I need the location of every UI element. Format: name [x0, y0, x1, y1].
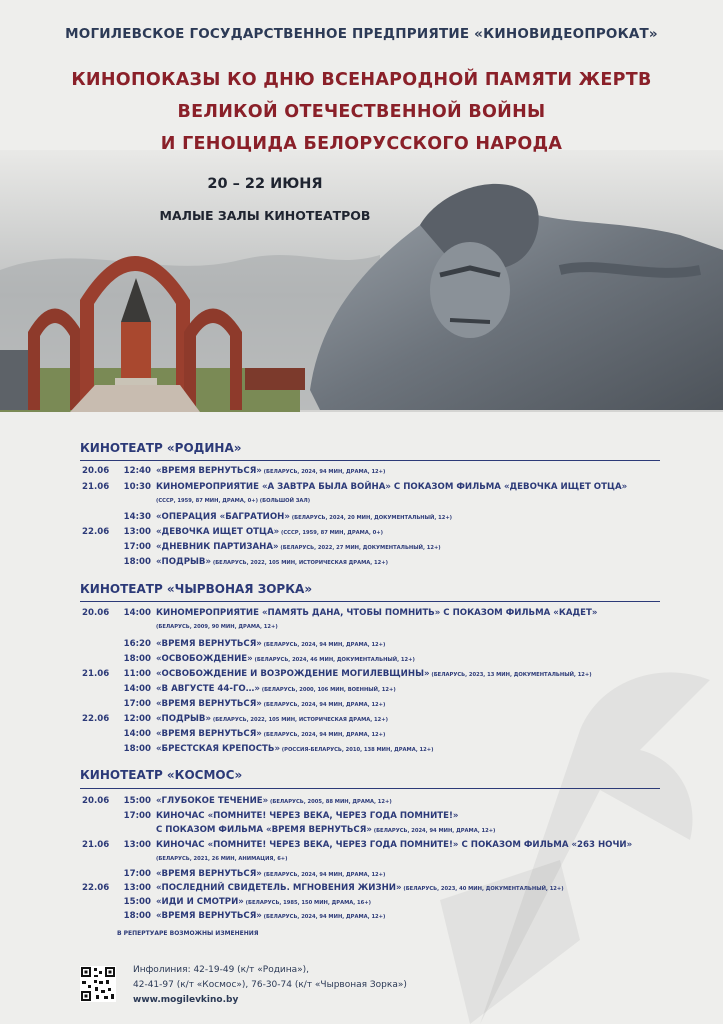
schedule-row — [0, 742, 723, 756]
cinema-heading-chyrvonaya-zorka: КИНОТЕАТР «ЧЫРВОНАЯ ЗОРКА» — [80, 582, 313, 596]
row-film: «В АВГУСТЕ 44-ГО…» — [156, 684, 260, 694]
row-time: 12:00 — [123, 714, 151, 724]
schedule-row — [0, 652, 723, 666]
schedule-row — [0, 909, 723, 923]
row-film: «ПОДРЫВ» — [156, 714, 212, 724]
row-info: (БЕЛАРУСЬ, 1985, 150 МИН, ДРАМА, 16+) — [243, 900, 371, 906]
row-film: «ВРЕМЯ ВЕРНУТЬСЯ» — [156, 729, 262, 739]
row-info: (БЕЛАРУСЬ, 2024, 94 МИН, ДРАМА, 12+) — [261, 732, 386, 738]
row-film: «ВРЕМЯ ВЕРНУТЬСЯ» — [156, 466, 262, 476]
row-film: «ВРЕМЯ ВЕРНУТЬСЯ» — [156, 699, 262, 709]
row-time: 17:00 — [123, 542, 151, 552]
schedule-row — [0, 540, 723, 554]
row-info: (БЕЛАРУСЬ, 2022, 27 МИН, ДОКУМЕНТАЛЬНЫЙ, 12+) — [278, 545, 441, 551]
schedule-row — [0, 667, 723, 681]
row-film: С ПОКАЗОМ ФИЛЬМА «ВРЕМЯ ВЕРНУТЬСЯ» — [156, 825, 372, 835]
row-time: 18:00 — [123, 654, 151, 664]
row-film: «ОПЕРАЦИЯ «БАГРАТИОН» — [156, 512, 290, 522]
divider — [80, 788, 660, 789]
row-time: 18:00 — [123, 911, 151, 921]
row-info: (СССР, 1959, 87 МИН, ДРАМА, 0+) — [279, 530, 383, 536]
row-film: КИНОМЕРОПРИЯТИЕ «ПАМЯТЬ ДАНА, ЧТОБЫ ПОМНИТЬ» С ПОКАЗОМ ФИЛЬМА «КАДЕТ» — [156, 608, 598, 618]
website-link[interactable]: www.mogilevkino.by — [133, 995, 239, 1005]
poster-title — [0, 64, 723, 160]
event-dates: 20 – 22 ИЮНЯ — [207, 176, 323, 192]
row-film: «ПОСЛЕДНИЙ СВИДЕТЕЛЬ. МГНОВЕНИЯ ЖИЗНИ» — [156, 883, 402, 893]
row-info: (СССР, 1959, 87 МИН, ДРАМА, 0+) (БОЛЬШОЙ ЗАЛ) — [156, 498, 311, 504]
row-time: 17:00 — [123, 699, 151, 709]
row-time: 14:00 — [123, 608, 151, 618]
schedule-row — [0, 895, 723, 909]
row-info: (БЕЛАРУСЬ, 2009, 90 МИН, ДРАМА, 12+) — [156, 624, 278, 630]
row-date: 20.06 — [82, 608, 110, 618]
row-time: 14:30 — [123, 512, 151, 522]
row-info: (БЕЛАРУСЬ, 2024, 20 МИН, ДОКУМЕНТАЛЬНЫЙ, 12+) — [289, 515, 453, 521]
infoline-2: 42-41-97 (к/т «Космос»), 76-30-74 (к/т «Чырвоная Зорка») — [133, 980, 407, 990]
row-info: (БЕЛАРУСЬ, 2024, 94 МИН, ДРАМА, 12+) — [261, 914, 386, 920]
row-time: 13:00 — [123, 883, 151, 893]
row-info: (БЕЛАРУСЬ, 2021, 26 МИН, АНИМАЦИЯ, 6+) — [156, 856, 288, 862]
row-time: 17:00 — [123, 811, 151, 821]
row-info: (БЕЛАРУСЬ, 2000, 106 МИН, ВОЕННЫЙ, 12+) — [259, 687, 396, 693]
row-film: «ГЛУБОКОЕ ТЕЧЕНИЕ» — [156, 796, 269, 806]
row-info: (БЕЛАРУСЬ, 2023, 13 МИН, ДОКУМЕНТАЛЬНЫЙ, 12+) — [429, 672, 592, 678]
divider — [80, 460, 660, 461]
row-time: 14:00 — [123, 729, 151, 739]
schedule-row — [0, 867, 723, 881]
row-info: (БЕЛАРУСЬ, 2005, 88 МИН, ДРАМА, 12+) — [268, 799, 392, 805]
infoline-1: Инфолиния: 42-19-49 (к/т «Родина»), — [133, 965, 310, 975]
row-info: (БЕЛАРУСЬ, 2023, 40 МИН, ДОКУМЕНТАЛЬНЫЙ, 12+) — [401, 886, 564, 892]
title-line-3: И ГЕНОЦИДА БЕЛОРУССКОГО НАРОДА — [160, 134, 563, 154]
schedule-row — [0, 525, 723, 539]
cinema-heading-kosmos: КИНОТЕАТР «КОСМОС» — [80, 768, 243, 782]
row-info: (БЕЛАРУСЬ, 2022, 105 МИН, ИСТОРИЧЕСКАЯ ДРАМА, 12+) — [211, 717, 388, 723]
schedule-row — [0, 480, 723, 494]
row-info: (БЕЛАРУСЬ, 2024, 94 МИН, ДРАМА, 12+) — [261, 872, 386, 878]
row-time: 11:00 — [123, 669, 151, 679]
schedule-row — [0, 606, 723, 620]
row-time: 17:00 — [123, 869, 151, 879]
row-film: «ДЕВОЧКА ИЩЕТ ОТЦА» — [156, 527, 280, 537]
schedule-row — [0, 823, 723, 837]
title-line-2: ВЕЛИКОЙ ОТЕЧЕСТВЕННОЙ ВОЙНЫ — [177, 102, 546, 122]
row-info: (БЕЛАРУСЬ, 2024, 94 МИН, ДРАМА, 12+) — [261, 702, 386, 708]
schedule-row — [0, 727, 723, 741]
row-time: 13:00 — [123, 527, 151, 537]
row-time: 15:00 — [123, 796, 151, 806]
row-film: «ВРЕМЯ ВЕРНУТЬСЯ» — [156, 639, 262, 649]
title-line-1: КИНОПОКАЗЫ КО ДНЮ ВСЕНАРОДНОЙ ПАМЯТИ ЖЕРТВ — [71, 70, 652, 90]
schedule-row — [0, 712, 723, 726]
row-date: 20.06 — [82, 796, 110, 806]
row-film: «ОСВОБОЖДЕНИЕ И ВОЗРОЖДЕНИЕ МОГИЛЕВЩИНЫ» — [156, 669, 430, 679]
row-info: (БЕЛАРУСЬ, 2024, 46 МИН, ДОКУМЕНТАЛЬНЫЙ, 12+) — [252, 657, 415, 663]
row-time: 12:40 — [123, 466, 151, 476]
schedule-row — [0, 838, 723, 852]
row-date: 20.06 — [82, 466, 110, 476]
row-date: 21.06 — [82, 840, 110, 850]
qr-code-icon[interactable] — [80, 966, 116, 1002]
row-time: 18:00 — [123, 557, 151, 567]
venue-note: МАЛЫЕ ЗАЛЫ КИНОТЕАТРОВ — [159, 208, 371, 223]
row-date: 22.06 — [82, 714, 110, 724]
row-film: «ВРЕМЯ ВЕРНУТЬСЯ» — [156, 911, 262, 921]
row-film: КИНОЧАС «ПОМНИТЕ! ЧЕРЕЗ ВЕКА, ЧЕРЕЗ ГОДА ПОМНИТЕ!» С ПОКАЗОМ ФИЛЬМА «263 НОЧИ» — [156, 840, 633, 850]
organization-name: МОГИЛЕВСКОЕ ГОСУДАРСТВЕННОЕ ПРЕДПРИЯТИЕ «КИНОВИДЕОПРОКАТ» — [65, 26, 658, 42]
schedule-row — [0, 637, 723, 651]
schedule-row — [0, 682, 723, 696]
row-info: (БЕЛАРУСЬ, 2022, 105 МИН, ИСТОРИЧЕСКАЯ ДРАМА, 12+) — [211, 560, 388, 566]
row-film: «ОСВОБОЖДЕНИЕ» — [156, 654, 253, 664]
memorial-illustration — [0, 150, 723, 440]
row-info: (БЕЛАРУСЬ, 2024, 94 МИН, ДРАМА, 12+) — [371, 828, 496, 834]
row-date: 22.06 — [82, 527, 110, 537]
row-film: КИНОМЕРОПРИЯТИЕ «А ЗАВТРА БЫЛА ВОЙНА» С ПОКАЗОМ ФИЛЬМА «ДЕВОЧКА ИЩЕТ ОТЦА» — [156, 482, 628, 492]
row-time: 15:00 — [123, 897, 151, 907]
schedule-row — [0, 555, 723, 569]
row-film: КИНОЧАС «ПОМНИТЕ! ЧЕРЕЗ ВЕКА, ЧЕРЕЗ ГОДА ПОМНИТЕ!» — [156, 811, 459, 821]
row-info: (РОССИЯ-БЕЛАРУСЬ, 2010, 138 МИН, ДРАМА, 12+) — [280, 747, 434, 753]
row-time: 18:00 — [123, 744, 151, 754]
row-film: «БРЕСТСКАЯ КРЕПОСТЬ» — [156, 744, 280, 754]
row-date: 22.06 — [82, 883, 110, 893]
row-time: 13:00 — [123, 840, 151, 850]
row-film: «ИДИ И СМОТРИ» — [156, 897, 244, 907]
schedule-row — [0, 510, 723, 524]
cinema-heading-rodina: КИНОТЕАТР «РОДИНА» — [80, 441, 242, 455]
schedule-row — [0, 464, 723, 478]
schedule-row — [0, 809, 723, 823]
row-date: 21.06 — [82, 669, 110, 679]
row-time: 14:00 — [123, 684, 151, 694]
row-time: 10:30 — [123, 482, 151, 492]
row-info: (БЕЛАРУСЬ, 2024, 94 МИН, ДРАМА, 12+) — [261, 469, 386, 475]
row-film: «ВРЕМЯ ВЕРНУТЬСЯ» — [156, 869, 262, 879]
row-info: (БЕЛАРУСЬ, 2024, 94 МИН, ДРАМА, 12+) — [261, 642, 386, 648]
schedule-row — [0, 697, 723, 711]
row-film: «ДНЕВНИК ПАРТИЗАНА» — [156, 542, 279, 552]
row-date: 21.06 — [82, 482, 110, 492]
schedule-row — [0, 881, 723, 895]
row-time: 16:20 — [123, 639, 151, 649]
row-film: «ПОДРЫВ» — [156, 557, 212, 567]
schedule-row — [0, 794, 723, 808]
divider — [80, 601, 660, 602]
repertoire-note: В РЕПЕРТУАРЕ ВОЗМОЖНЫ ИЗМЕНЕНИЯ — [117, 930, 259, 937]
